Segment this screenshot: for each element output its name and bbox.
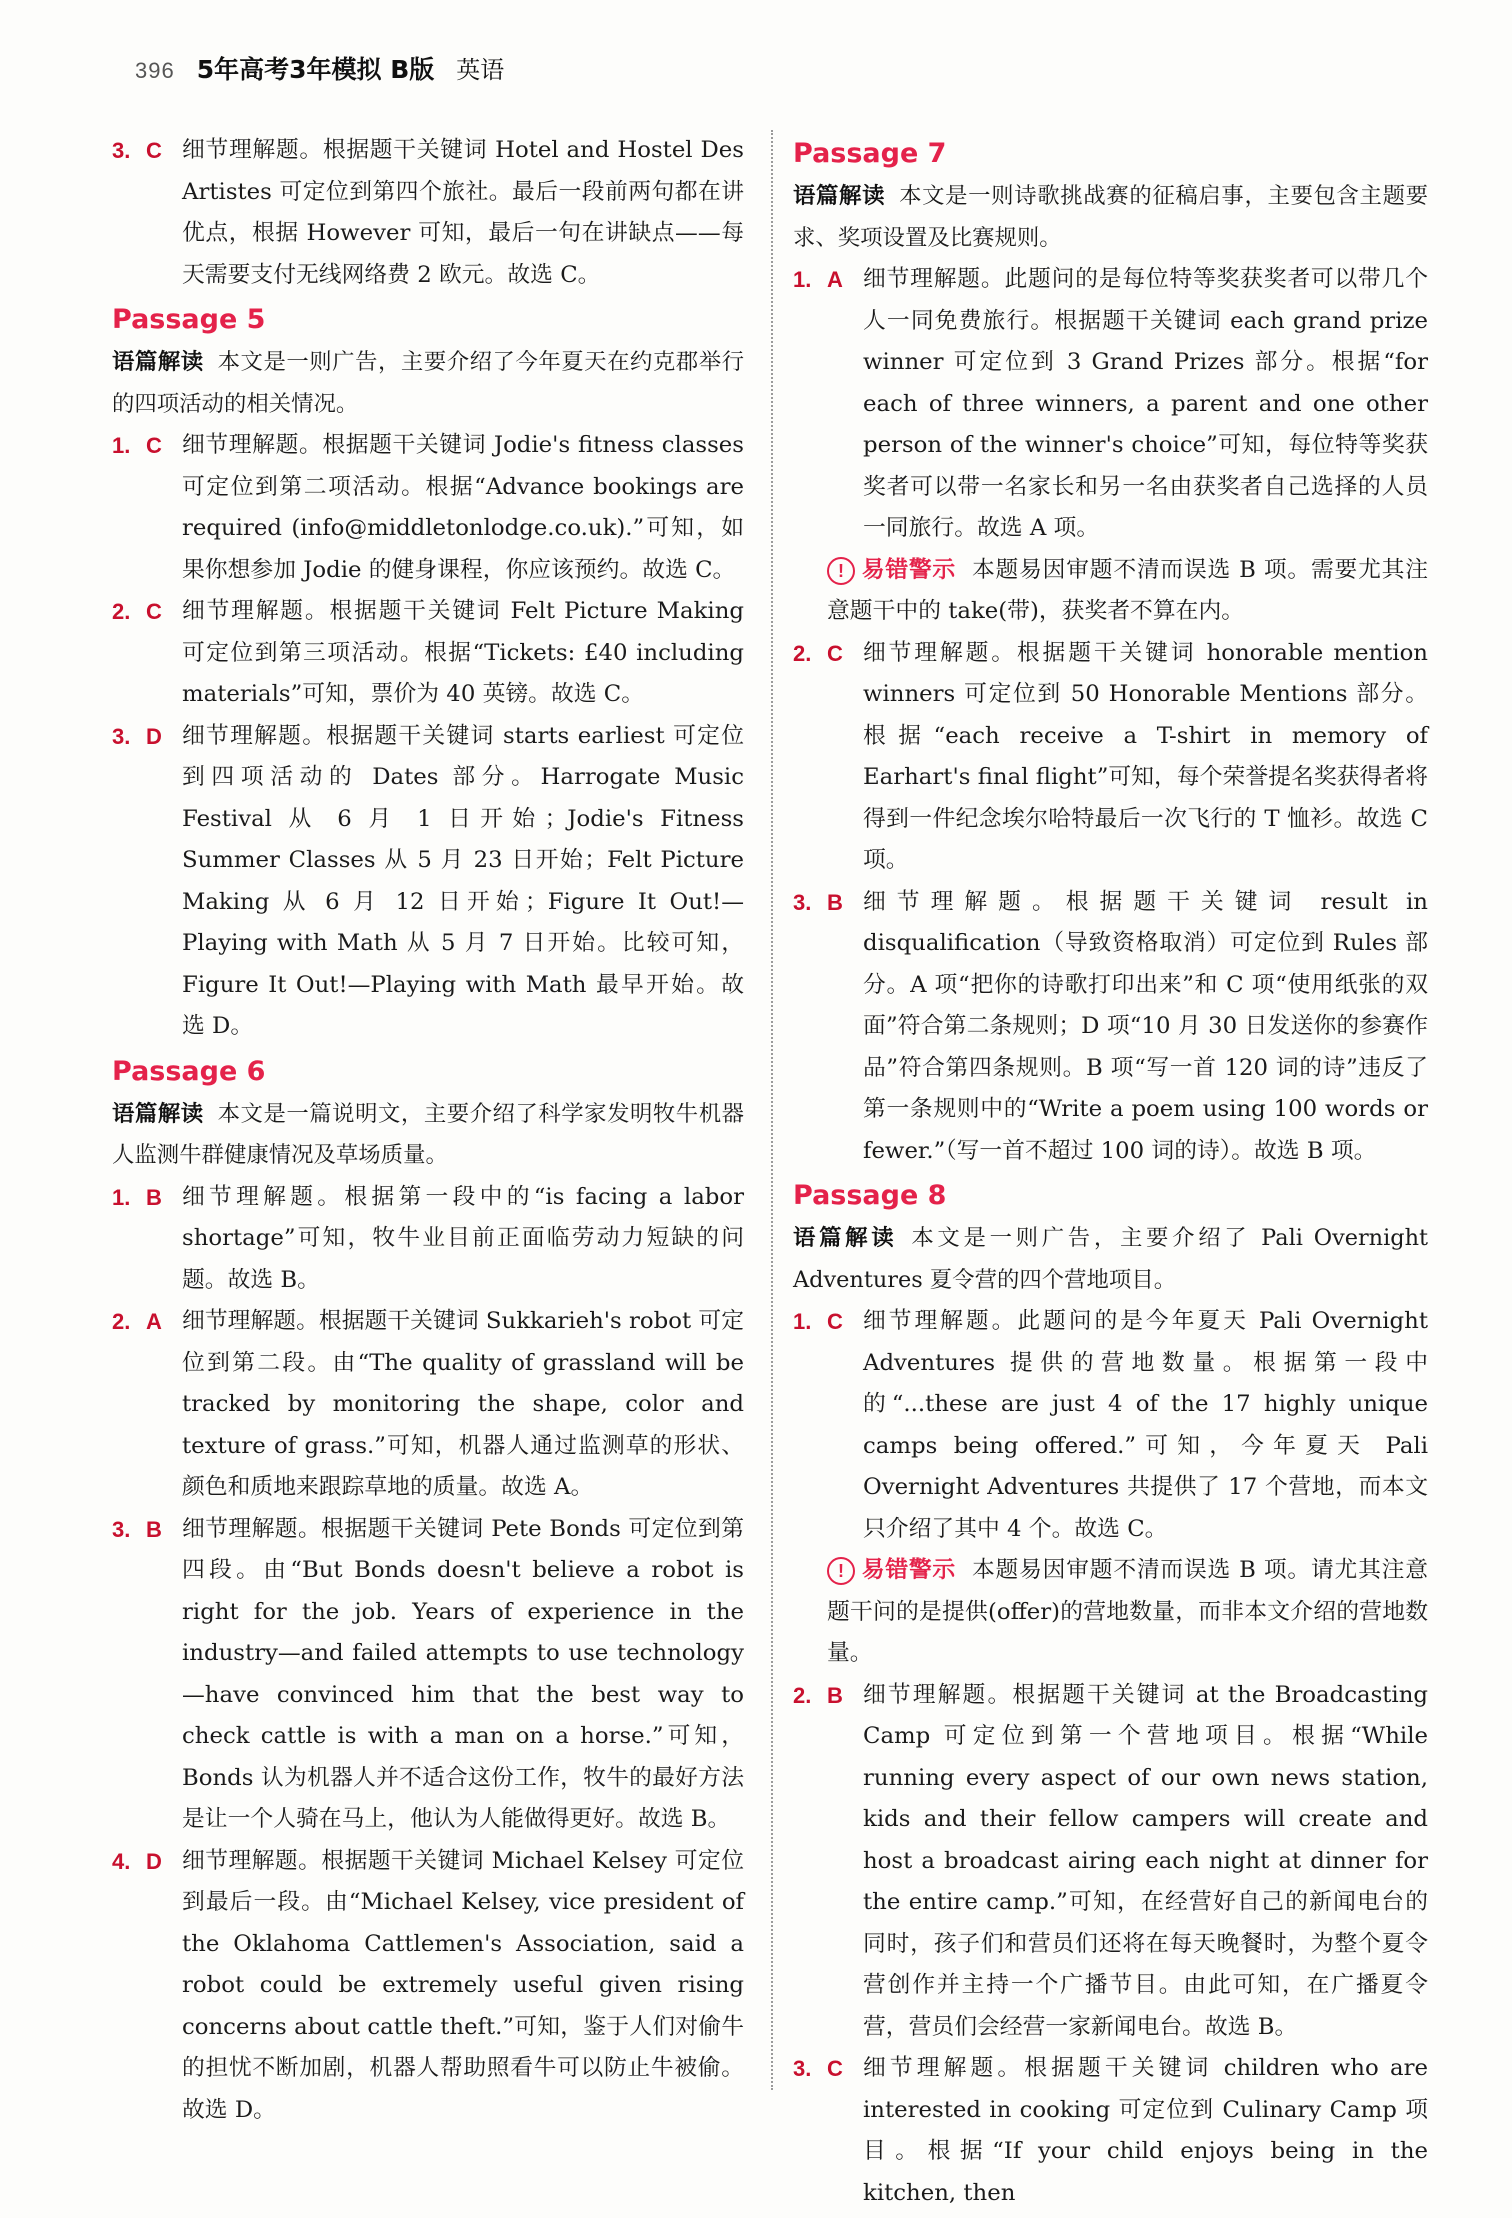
answer-letter: B [827, 1682, 843, 1708]
warning-icon: ! [827, 1557, 855, 1585]
error-warning-note [793, 550, 1428, 633]
passage-5-heading: Passage 5 [112, 304, 266, 335]
warning-icon: ! [827, 557, 855, 585]
question-number: 1. [112, 1184, 131, 1210]
question-number: 3. [793, 2056, 812, 2081]
answer-item [793, 882, 1428, 1173]
answer-item [793, 2048, 1428, 2214]
question-number: 1. [793, 1309, 812, 1334]
answer-item [112, 1509, 744, 1841]
explanation-text: 细节理解题。根据题干关键词 children who are interested in cooking 可定位到 Culinary Camp 项目。根据“If your child enjoys being in the kitchen, then [863, 2055, 1428, 2206]
passage-7-summary [793, 176, 1428, 259]
page-header [135, 50, 504, 86]
explanation-text: 细节理解题。根据题干关键词 Sukkarieh's robot 可定位到第二段。由“The quality of grassland will be tracked by monitoring the shape, color and texture of grass.”可知，机器人通过监测草的形状、颜色和质地来跟踪草地的质量。故选 A。 [182, 1308, 744, 1500]
explanation-text: 细节理解题。此题问的是今年夏天 Pali Overnight Adventures 提供的营地数量。根据第一段中的“...these are just 4 of the 17 highly unique camps being offered.”可知，今年夏天 Pali Overnight Adventures 共提供了 17 个营地，而本文只介绍了其中 4 个。故选 C。 [863, 1308, 1428, 1542]
answer-letter: C [146, 599, 162, 624]
page-number: 396 [135, 58, 175, 83]
passage-8-summary [793, 1218, 1428, 1301]
passage-5-summary [112, 342, 744, 425]
answer-item [112, 1177, 744, 1302]
answer-item [112, 1841, 744, 2132]
warning-label: 易错警示 [861, 556, 956, 583]
warning-text: 本题易因审题不清而误选 B 项。请尤其注意题干问的是提供(offer)的营地数量，而非本文介绍的营地数量。 [827, 1557, 1428, 1666]
explanation-text: 细节理解题。根据题干关键词 starts earliest 可定位到四项活动的 Dates 部分。Harrogate Music Festival 从 6 月 1 日开始；Jodie's Fitness Summer Classes 从 5 月 23 日开始；Felt Picture Making 从 6 月 12 日开始；Figure It Out!—Playing with Math 从 5 月 7 日开始。比较可知，Figure It Out!—Playing with Math 最早开始。故选 D。 [182, 722, 744, 1039]
explanation-text: 细节理解题。根据题干关键词 Pete Bonds 可定位到第四段。由“But Bonds doesn't believe a robot is right for the job. Years of experience in the industry—and failed attempts to use technology—have convinced him that the best way to check cattle is with a man on a horse.”可知，Bonds 认为机器人并不适合这份工作，牧牛的最好方法是让一个人骑在马上，他认为人能做得更好。故选 B。 [182, 1515, 744, 1832]
answer-letter: B [827, 889, 843, 915]
question-number: 3. [112, 1516, 131, 1542]
answer-letter: C [827, 1309, 843, 1334]
explanation-text: 细节理解题。根据题干关键词 Felt Picture Making 可定位到第三项活动。根据“Tickets: £40 including materials”可知，票价为 40 英镑。故选 C。 [182, 598, 744, 707]
answer-item [112, 425, 744, 591]
column-divider [771, 130, 773, 2090]
question-number: 2. [793, 640, 812, 666]
passage-6-summary [112, 1094, 744, 1177]
explanation-text: 细节理解题。根据题干关键词 Jodie's fitness classes 可定位到第二项活动。根据“Advance bookings are required (info@middletonlodge.co.uk).”可知，如果你想参加 Jodie 的健身课程，你应该预约。故选 C。 [182, 432, 744, 583]
answer-item [793, 259, 1428, 550]
summary-text: 本文是一则诗歌挑战赛的征稿启事，主要包含主题要求、奖项设置及比赛规则。 [793, 183, 1428, 251]
summary-label: 语篇解读 [112, 349, 204, 375]
answer-letter: B [146, 1516, 162, 1542]
answer-letter: C [146, 433, 162, 458]
summary-text: 本文是一篇说明文，主要介绍了科学家发明牧牛机器人监测牛群健康情况及草场质量。 [112, 1100, 745, 1168]
left-column [112, 130, 744, 2190]
passage-8-heading: Passage 8 [793, 1180, 947, 1211]
right-column [793, 130, 1429, 2206]
answer-item [112, 716, 744, 1048]
answer-item [793, 1675, 1428, 2049]
question-number: 2. [112, 599, 131, 624]
question-number: 3. [112, 138, 131, 163]
passage-6-heading: Passage 6 [112, 1055, 266, 1087]
explanation-text: 细节理解题。此题问的是每位特等奖获奖者可以带几个人一同免费旅行。根据题干关键词 each grand prize winner 可定位到 3 Grand Prizes 部分。根据“for each of three winners, a parent and one other person of the winner's choice”可知，每位特等奖获奖者可以带一名家长和另一名由获奖者自己选择的人员一同旅行。故选 A 项。 [863, 266, 1428, 541]
summary-text: 本文是一则广告，主要介绍了 Pali Overnight Adventures 夏令营的四个营地项目。 [793, 1225, 1429, 1293]
answer-item [112, 130, 744, 296]
answer-letter: A [146, 1309, 162, 1334]
summary-label: 语篇解读 [112, 1100, 204, 1127]
explanation-text: 细节理解题。根据题干关键词 result in disqualification（导致资格取消）可定位到 Rules 部分。A 项“把你的诗歌打印出来”和 C 项“使用纸张的双面”符合第二条规则；D 项“10 月 30 日发送你的参赛作品”符合第四条规则。B 项“写一首 120 词的诗”违反了第一条规则中的“Write a poem using 100 words or fewer.”（写一首不超过 100 词的诗）。故选 B 项。 [863, 888, 1428, 1164]
answer-letter: C [827, 2056, 843, 2081]
answer-item [112, 1301, 744, 1509]
question-number: 3. [793, 889, 812, 915]
question-number: 2. [112, 1309, 131, 1334]
question-number: 1. [112, 433, 131, 458]
answer-item [793, 633, 1428, 882]
error-warning-note [793, 1550, 1428, 1675]
explanation-text: 细节理解题。根据题干关键词 Hotel and Hostel Des Artistes 可定位到第四个旅社。最后一段前两句都在讲优点，根据 However 可知，最后一句在讲缺点——每天需要支付无线网络费 2 欧元。故选 C。 [182, 137, 745, 288]
book-title: 5年高考3年模拟 B版 [196, 55, 435, 84]
summary-label: 语篇解读 [793, 1225, 898, 1251]
explanation-text: 细节理解题。根据题干关键词 Michael Kelsey 可定位到最后一段。由“Michael Kelsey, vice president of the Oklahoma Cattlemen's Association, said a robot could be extremely useful given rising concerns about cattle theft.”可知，鉴于人们对偷牛的担忧不断加剧，机器人帮助照看牛可以防止牛被偷。故选 D。 [182, 1847, 744, 2123]
warning-label: 易错警示 [861, 1557, 956, 1583]
question-number: 3. [112, 723, 131, 749]
answer-letter: D [146, 1848, 162, 1874]
answer-letter: C [146, 138, 162, 163]
answer-item [112, 591, 744, 716]
answer-letter: B [146, 1184, 162, 1210]
answer-letter: C [827, 640, 843, 666]
summary-label: 语篇解读 [793, 183, 886, 209]
answer-letter: D [146, 723, 162, 749]
answer-letter: A [827, 267, 843, 292]
explanation-text: 细节理解题。根据题干关键词 at the Broadcasting Camp 可定位到第一个营地项目。根据“While running every aspect of our own news station, kids and their fellow campers will create and host a broadcast airing each night at dinner for the entire camp.”可知，在经营好自己的新闻电台的同时，孩子们和营员们还将在每天晚餐时，为整个夏令营创作并主持一个广播节目。由此可知，在广播夏令营，营员们会经营一家新闻电台。故选 B。 [863, 1681, 1428, 2040]
explanation-text: 细节理解题。根据第一段中的“is facing a labor shortage”可知，牧牛业目前正面临劳动力短缺的问题。故选 B。 [182, 1183, 744, 1293]
subject-label: 英语 [456, 56, 505, 84]
question-number: 1. [793, 267, 812, 292]
warning-text: 本题易因审题不清而误选 B 项。需要尤其注意题干中的 take(带)，获奖者不算在内。 [827, 556, 1428, 624]
answer-item [793, 1301, 1428, 1550]
question-number: 2. [793, 1682, 812, 1708]
question-number: 4. [112, 1848, 131, 1874]
explanation-text: 细节理解题。根据题干关键词 honorable mention winners 可定位到 50 Honorable Mentions 部分。根据“each receive a T-shirt in memory of Earhart's final flight”可知，每个荣誉提名奖获得者将得到一件纪念埃尔哈特最后一次飞行的 T 恤衫。故选 C 项。 [863, 639, 1428, 873]
passage-7-heading: Passage 7 [793, 138, 947, 169]
summary-text: 本文是一则广告，主要介绍了今年夏天在约克郡举行的四项活动的相关情况。 [112, 349, 745, 417]
